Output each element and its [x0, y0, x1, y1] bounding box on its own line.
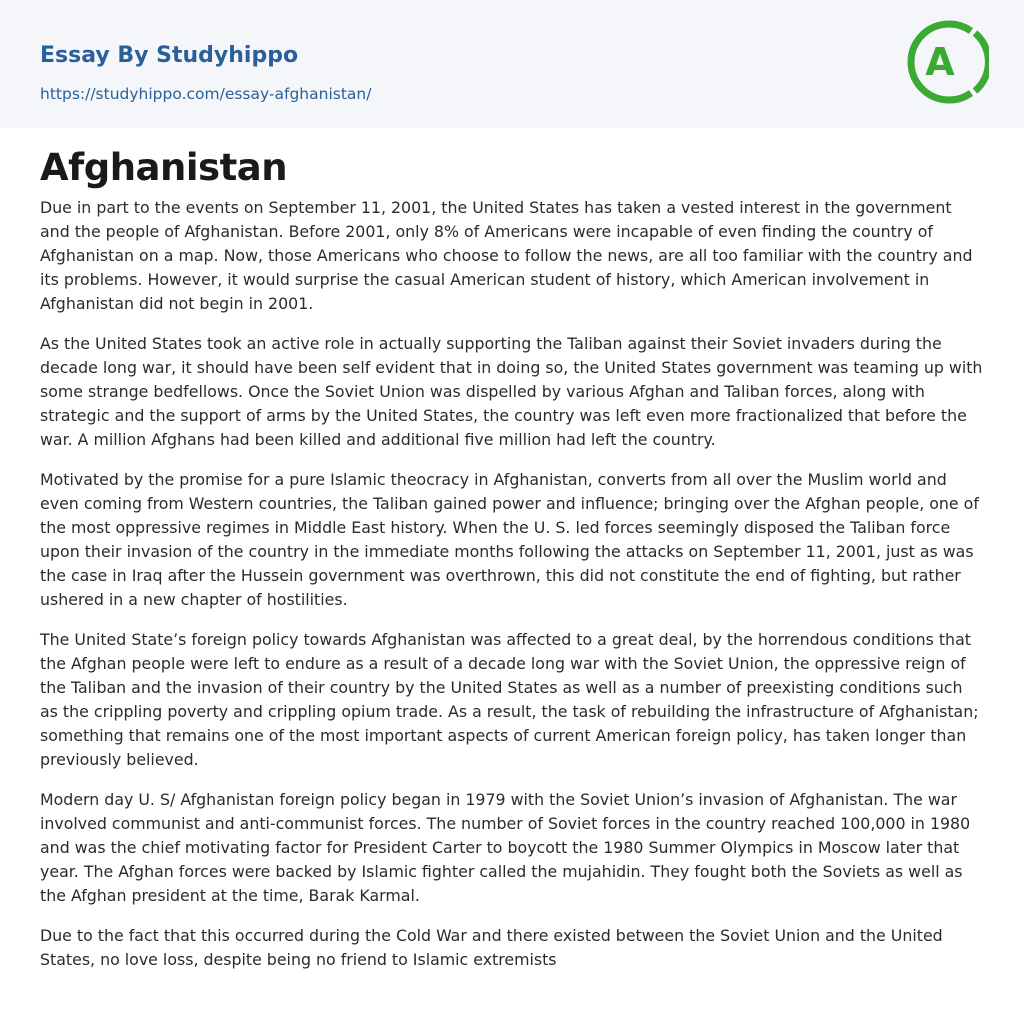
essay-paragraph: Modern day U. S/ Afghanistan foreign policy began in 1979 with the Soviet Union’s invasion of Afghanistan. The war involved communist and anti-communist forces. The number of Soviet forces in the country reached 100,000 in 1980 and was the chief motivating factor for President Carter to boycott the 1980 Summer Olympics in Moscow later that year. The Afghan forces were backed by Islamic fighter called the mujahidin. They fought both the Soviets as well as the Afghan president at the time, Barak Karmal. — [40, 790, 971, 905]
essay-title: Afghanistan — [40, 146, 288, 189]
site-header — [0, 0, 1024, 128]
studyhippo-logo-icon[interactable] — [905, 17, 989, 107]
brand-title[interactable]: Essay By Studyhippo — [40, 43, 299, 68]
essay-content — [40, 140, 985, 988]
essay-paragraph: Due to the fact that this occurred during the Cold War and there existed between the Soviet Union and the United States, no love loss, despite being no friend to Islamic extremists — [40, 926, 943, 969]
essay-paragraph: Due in part to the events on September 11, 2001, the United States has taken a vested interest in the government and the people of Afghanistan. Before 2001, only 8% of Americans were incapable of even finding the country of Afghanistan on a map. Now, those Americans who choose to follow the news, are all too familiar with the country and its problems. However, it would surprise the casual American student of history, which American involvement in Afghanistan did not begin in 2001. — [40, 198, 973, 313]
essay-url-link[interactable]: https://studyhippo.com/essay-afghanistan/ — [40, 85, 372, 103]
essay-paragraph: As the United States took an active role in actually supporting the Taliban against their Soviet invaders during the decade long war, it should have been self evident that in doing so, the United States government was teaming up with some strange bedfellows. Once the Soviet Union was dispelled by various Afghan and Taliban forces, along with strategic and the support of arms by the United States, the country was left even more fractionalized that before the war. A million Afghans had been killed and additional five million had left the country. — [40, 334, 983, 449]
essay-paragraph: Motivated by the promise for a pure Islamic theocracy in Afghanistan, converts from all over the Muslim world and even coming from Western countries, the Taliban gained power and influence; bringing over the Afghan people, one of the most oppressive regimes in Middle East history. When the U. S. led forces seemingly disposed the Taliban force upon their invasion of the country in the immediate months following the attacks on September 11, 2001, just as was the case in Iraq after the Hussein government was overthrown, this did not constitute the end of fighting, but rather ushered in a new chapter of hostilities. — [40, 470, 979, 609]
logo-letter: A — [925, 40, 955, 84]
essay-paragraph: The United State’s foreign policy towards Afghanistan was affected to a great deal, by the horrendous conditions that the Afghan people were left to endure as a result of a decade long war with the Soviet Union, the oppressive reign of the Taliban and the invasion of their country by the United States as well as a number of preexisting conditions such as the crippling poverty and crippling opium trade. As a result, the task of rebuilding the infrastructure of Afghanistan; something that remains one of the most important aspects of current American foreign policy, has taken longer than previously believed. — [40, 630, 979, 769]
